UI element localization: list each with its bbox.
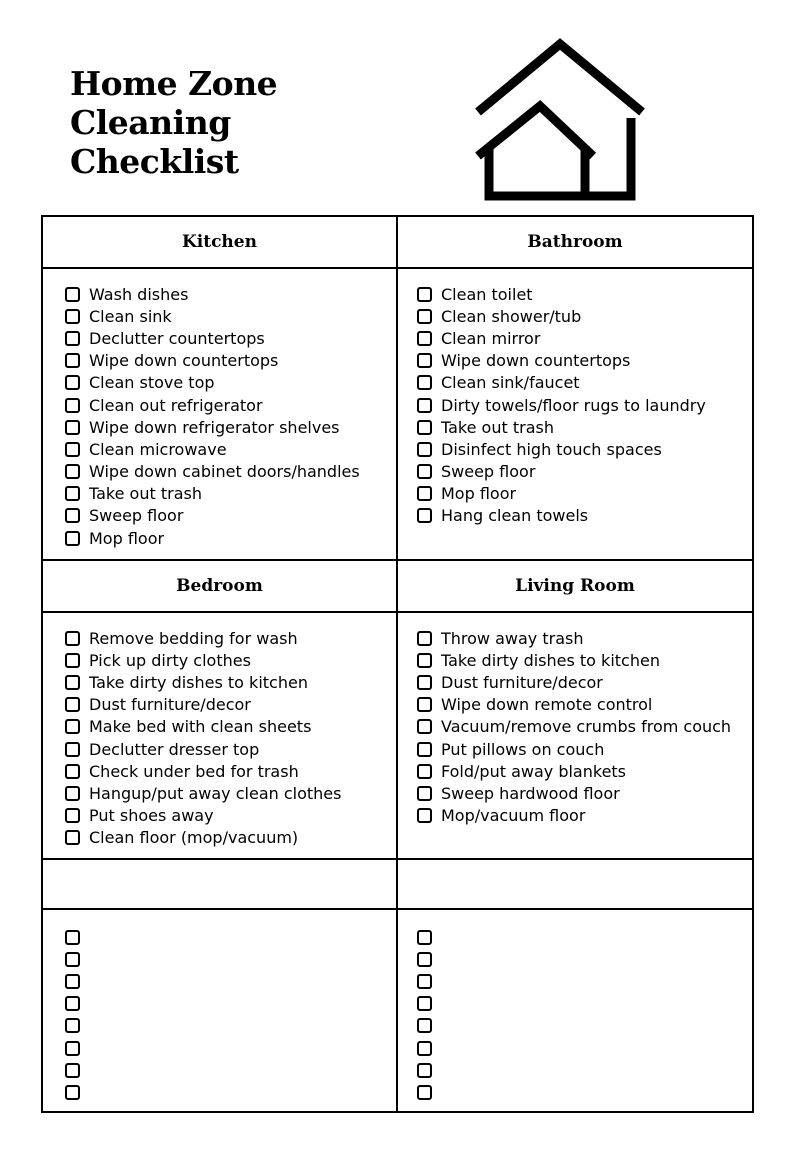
task-label: Declutter dresser top (89, 739, 260, 759)
task-checkbox[interactable] (65, 1085, 80, 1100)
task-label: Remove bedding for wash (89, 628, 298, 648)
task-checkbox[interactable] (417, 1085, 432, 1100)
task-label: Put pillows on couch (441, 739, 605, 759)
task-label: Make bed with clean sheets (89, 717, 312, 737)
task-item[interactable] (65, 527, 360, 549)
task-item[interactable] (417, 505, 706, 527)
task-label: Put shoes away (89, 806, 214, 826)
task-item[interactable] (65, 1015, 89, 1037)
task-checkbox[interactable] (417, 375, 432, 390)
task-checkbox[interactable] (65, 331, 80, 346)
house-icon (474, 38, 646, 202)
task-item[interactable] (417, 716, 731, 738)
task-checkbox[interactable] (417, 719, 432, 734)
task-item[interactable] (417, 738, 731, 760)
task-checkbox[interactable] (65, 830, 80, 845)
task-checkbox[interactable] (65, 675, 80, 690)
task-checkbox[interactable] (65, 1063, 80, 1078)
task-label: Wipe down refrigerator shelves (89, 417, 340, 437)
task-item[interactable] (417, 394, 706, 416)
task-item[interactable] (65, 283, 360, 305)
task-item[interactable] (417, 926, 441, 948)
task-label: Dirty towels/floor rugs to laundry (441, 395, 706, 415)
task-label: Sweep hardwood floor (441, 783, 620, 803)
task-checkbox[interactable] (65, 742, 80, 757)
task-list-kitchen (65, 283, 360, 549)
task-checkbox[interactable] (65, 1041, 80, 1056)
page-title-line: Cleaning (70, 103, 231, 142)
task-item[interactable] (65, 649, 341, 671)
task-item[interactable] (417, 627, 731, 649)
task-checkbox[interactable] (417, 1063, 432, 1078)
task-checkbox[interactable] (65, 764, 80, 779)
task-checkbox[interactable] (65, 930, 80, 945)
task-label: Dust furniture/decor (441, 672, 603, 692)
column-divider (396, 217, 398, 1111)
task-checkbox[interactable] (417, 808, 432, 823)
task-checkbox[interactable] (65, 442, 80, 457)
task-item[interactable] (65, 416, 360, 438)
task-label: Sweep floor (441, 462, 536, 482)
task-label: Sweep floor (89, 506, 184, 526)
task-item[interactable] (65, 782, 341, 804)
task-item[interactable] (65, 305, 360, 327)
task-label: Disinfect high touch spaces (441, 439, 662, 459)
task-label: Take dirty dishes to kitchen (89, 672, 308, 692)
task-checkbox[interactable] (65, 653, 80, 668)
task-checkbox[interactable] (417, 1018, 432, 1033)
task-label: Mop/vacuum floor (441, 806, 586, 826)
row-divider (43, 611, 752, 613)
task-item[interactable] (65, 350, 360, 372)
task-label: Clean microwave (89, 439, 227, 459)
task-checkbox[interactable] (65, 309, 80, 324)
task-checkbox[interactable] (417, 675, 432, 690)
task-checkbox[interactable] (65, 508, 80, 523)
task-item[interactable] (65, 827, 341, 849)
task-label: Mop floor (441, 484, 517, 504)
task-label: Pick up dirty clothes (89, 650, 251, 670)
task-list-blank-right (417, 926, 441, 1104)
task-item[interactable] (417, 948, 441, 970)
zone-header-bedroom: Bedroom (176, 576, 263, 596)
task-checkbox[interactable] (417, 442, 432, 457)
task-label: Clean mirror (441, 328, 541, 348)
task-item[interactable] (65, 438, 360, 460)
task-checkbox[interactable] (65, 808, 80, 823)
task-checkbox[interactable] (65, 531, 80, 546)
task-checkbox[interactable] (417, 742, 432, 757)
task-checkbox[interactable] (417, 353, 432, 368)
task-checkbox[interactable] (65, 1018, 80, 1033)
task-item[interactable] (417, 1037, 441, 1059)
task-checkbox[interactable] (417, 786, 432, 801)
task-label: Clean floor (mop/vacuum) (89, 828, 299, 848)
task-item[interactable] (65, 1059, 89, 1081)
task-label: Clean out refrigerator (89, 395, 263, 415)
row-divider (43, 267, 752, 269)
task-label: Throw away trash (441, 628, 584, 648)
page-title (70, 64, 277, 181)
zone-header-kitchen: Kitchen (182, 232, 257, 252)
task-item[interactable] (417, 416, 706, 438)
task-item[interactable] (65, 671, 341, 693)
task-checkbox[interactable] (65, 996, 80, 1011)
zone-header-blank-left[interactable] (43, 860, 396, 910)
task-label: Wipe down remote control (441, 695, 653, 715)
task-item[interactable] (417, 350, 706, 372)
task-label: Clean shower/tub (441, 306, 582, 326)
task-item[interactable] (65, 505, 360, 527)
task-item[interactable] (417, 327, 706, 349)
task-label: Clean stove top (89, 373, 215, 393)
task-checkbox[interactable] (417, 974, 432, 989)
task-checkbox[interactable] (65, 952, 80, 967)
task-label: Hangup/put away clean clothes (89, 783, 342, 803)
task-label: Clean sink/faucet (441, 373, 580, 393)
task-item[interactable] (417, 671, 731, 693)
task-checkbox[interactable] (417, 331, 432, 346)
task-item[interactable] (417, 760, 731, 782)
page-title-line: Checklist (70, 142, 239, 181)
task-item[interactable] (65, 394, 360, 416)
task-item[interactable] (65, 694, 341, 716)
task-checkbox[interactable] (417, 653, 432, 668)
task-item[interactable] (65, 738, 341, 760)
task-checkbox[interactable] (417, 486, 432, 501)
task-item[interactable] (417, 782, 731, 804)
task-item[interactable] (417, 1015, 441, 1037)
task-list-bathroom (417, 283, 706, 527)
task-item[interactable] (417, 438, 706, 460)
task-checkbox[interactable] (65, 719, 80, 734)
task-item[interactable] (65, 970, 89, 992)
task-list-living-room (417, 627, 731, 827)
task-checkbox[interactable] (417, 464, 432, 479)
zone-header-bathroom: Bathroom (527, 232, 623, 252)
task-label: Wipe down cabinet doors/handles (89, 462, 360, 482)
task-checkbox[interactable] (417, 309, 432, 324)
task-item[interactable] (65, 627, 341, 649)
task-label: Clean toilet (441, 284, 533, 304)
task-checkbox[interactable] (65, 464, 80, 479)
task-checkbox[interactable] (65, 786, 80, 801)
task-item[interactable] (417, 993, 441, 1015)
task-checkbox[interactable] (417, 930, 432, 945)
task-item[interactable] (417, 805, 731, 827)
task-checkbox[interactable] (417, 764, 432, 779)
task-label: Take out trash (89, 484, 202, 504)
task-checkbox[interactable] (65, 486, 80, 501)
task-checkbox[interactable] (65, 420, 80, 435)
task-item[interactable] (417, 283, 706, 305)
task-item[interactable] (65, 805, 341, 827)
task-item[interactable] (65, 461, 360, 483)
task-label: Dust furniture/decor (89, 695, 251, 715)
task-checkbox[interactable] (65, 631, 80, 646)
task-checkbox[interactable] (417, 1041, 432, 1056)
task-list-bedroom (65, 627, 341, 849)
task-item[interactable] (417, 649, 731, 671)
task-label: Clean sink (89, 306, 172, 326)
task-checkbox[interactable] (65, 697, 80, 712)
task-checkbox[interactable] (417, 697, 432, 712)
task-label: Declutter countertops (89, 328, 265, 348)
task-checkbox[interactable] (65, 375, 80, 390)
zone-header-blank-right[interactable] (398, 860, 752, 910)
task-item[interactable] (417, 461, 706, 483)
task-item[interactable] (417, 372, 706, 394)
task-checkbox[interactable] (417, 398, 432, 413)
task-item[interactable] (65, 372, 360, 394)
task-label: Wash dishes (89, 284, 189, 304)
task-item[interactable] (417, 1081, 441, 1103)
task-checkbox[interactable] (65, 287, 80, 302)
task-item[interactable] (65, 993, 89, 1015)
task-checkbox[interactable] (65, 398, 80, 413)
task-label: Check under bed for trash (89, 761, 299, 781)
task-checkbox[interactable] (417, 631, 432, 646)
task-list-blank-left (65, 926, 89, 1104)
checklist-grid (41, 215, 754, 1113)
task-item[interactable] (65, 483, 360, 505)
task-item[interactable] (417, 483, 706, 505)
task-label: Take dirty dishes to kitchen (441, 650, 660, 670)
task-item[interactable] (417, 970, 441, 992)
task-checkbox[interactable] (417, 508, 432, 523)
task-checkbox[interactable] (65, 353, 80, 368)
task-label: Take out trash (441, 417, 554, 437)
task-label: Wipe down countertops (441, 351, 631, 371)
task-checkbox[interactable] (417, 996, 432, 1011)
task-checkbox[interactable] (417, 420, 432, 435)
task-label: Wipe down countertops (89, 351, 279, 371)
task-item[interactable] (65, 760, 341, 782)
task-checkbox[interactable] (417, 287, 432, 302)
task-item[interactable] (65, 1037, 89, 1059)
task-item[interactable] (417, 305, 706, 327)
task-checkbox[interactable] (417, 952, 432, 967)
task-item[interactable] (65, 948, 89, 970)
task-label: Hang clean towels (441, 506, 589, 526)
zone-header-living-room: Living Room (515, 576, 635, 596)
task-label: Mop floor (89, 528, 165, 548)
task-item[interactable] (65, 1081, 89, 1103)
page-title-line: Home Zone (70, 64, 278, 103)
task-label: Vacuum/remove crumbs from couch (441, 717, 732, 737)
task-label: Fold/put away blankets (441, 761, 627, 781)
task-item[interactable] (65, 926, 89, 948)
task-item[interactable] (65, 327, 360, 349)
task-item[interactable] (65, 716, 341, 738)
task-item[interactable] (417, 1059, 441, 1081)
task-checkbox[interactable] (65, 974, 80, 989)
task-item[interactable] (417, 694, 731, 716)
